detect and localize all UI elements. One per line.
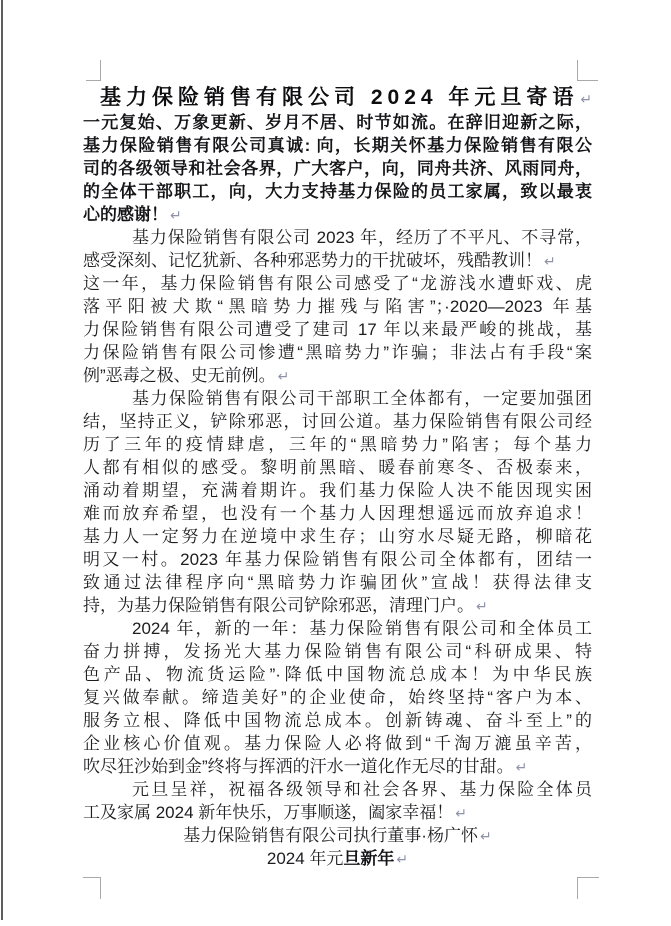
- text-boundary-mark-top-left: [86, 60, 101, 81]
- text-line: 难而放弃希望，也没有一个基力人因理想遥远而放弃追求！: [83, 504, 592, 523]
- text-line: 吹尽狂沙始到金”终将与挥洒的汗水一道化作无尽的甘甜。 ↵: [83, 757, 528, 776]
- text-line: 心的感谢！ ↵: [83, 205, 182, 224]
- signature-line: [83, 824, 592, 847]
- document-text-area[interactable]: [83, 84, 592, 870]
- text-line: 基力保险销售有限公司 2023 年，经历了不平凡、不寻常，: [132, 228, 592, 247]
- text-line: 结，坚持正义，铲除邪恶，讨回公道。基力保险销售有限公司经: [83, 412, 592, 431]
- paragraph-mark-icon: ↵: [544, 253, 556, 269]
- paragraph-staff-unity: [83, 387, 592, 617]
- text-line: 2024 年，新的一年：基力保险销售有限公司和全体员工: [132, 619, 592, 638]
- text-line: 的全体干部职工，向，大力支持基力保险的员工家属，致以最衷: [83, 182, 592, 201]
- text-line: 基力保险销售有限公司执行董事·杨广怀 ↵: [183, 826, 492, 845]
- text-line: 历了三年的疫情肆虐，三年的“黑暗势力”陷害；每个基力: [83, 435, 592, 454]
- text-line: 这一年，基力保险销售有限公司感受了“龙游浅水遭虾戏、虎: [83, 274, 592, 293]
- text-boundary-mark-top-right: [577, 60, 598, 81]
- paragraph-greeting: [83, 111, 592, 226]
- text-line: 人都有相似的感受。黎明前黑暗、暖春前寒冬、否极泰来，: [83, 458, 592, 477]
- date-line: [83, 847, 592, 870]
- text-boundary-mark-bottom-right: [577, 877, 599, 899]
- paragraph-this-year: [83, 272, 592, 387]
- text-boundary-mark-bottom-left: [83, 877, 101, 899]
- paragraph-mark-icon: ↵: [170, 207, 182, 223]
- text-line: 感受深刻、记忆犹新、各种邪恶势力的干扰破坏，残酷教训！ ↵: [83, 251, 556, 270]
- text-line: 基力保险销售有限公司真诚: 向，长期关怀基力保险销售有限公: [83, 136, 592, 155]
- text-line: 服务立根、降低中国物流总成本。创新铸魂、奋斗至上”的: [83, 711, 592, 730]
- paragraph-mark-icon: ↵: [580, 91, 593, 107]
- text-line: 司的各级领导和社会各界，广大客户，向，同舟共济、风雨同舟，: [83, 159, 592, 178]
- paragraph-mark-icon: ↵: [515, 759, 528, 775]
- text-line: 元旦呈祥，祝福各级领导和社会各界、基力保险全体员: [132, 780, 592, 799]
- text-line: [83, 847, 592, 870]
- paragraph-mark-icon: ↵: [455, 805, 467, 821]
- paragraph-mark-icon: ↵: [479, 828, 492, 844]
- text-line: 涌动着期望，充满着期许。我们基力保险人决不能因现实困: [83, 481, 592, 500]
- text-line: 色产品、物流货运险”·降低中国物流总成本！为中华民族: [83, 665, 592, 684]
- text-line: 明又一村。2023 年基力保险销售有限公司全体都有，团结一: [83, 550, 592, 569]
- text-run: 旦新年: [343, 849, 395, 868]
- text-line: 力保险销售有限公司惨遭“黑暗势力”诈骗；非法占有手段“案: [83, 343, 592, 362]
- text-line: 工及家属 2024 新年快乐，万事顺遂，阖家幸福！ ↵: [83, 803, 467, 822]
- paragraph-2023-review: [83, 226, 592, 272]
- paragraph-2024-outlook: [83, 617, 592, 778]
- text-line: 基力保险销售有限公司干部职工全体都有，一定要加强团: [132, 389, 592, 408]
- text-line: 基力人一定努力在逆境中求生存；山穷水尽疑无路，柳暗花: [83, 527, 592, 546]
- text-line: 复兴做奉献。缔造美好”的企业使命，始终坚持“客户为本、: [83, 688, 592, 707]
- text-line: 一元复始、万象更新、岁月不居、时节如流。在辞旧迎新之际，: [83, 113, 592, 132]
- page-left-edge: [1, 0, 3, 920]
- text-line: 基力保险销售有限公司 2024 年元旦寄语 ↵: [100, 86, 593, 109]
- text-line: 力保险销售有限公司遭受了建司 17 年以来最严峻的挑战，基: [83, 320, 592, 339]
- paragraph-mark-icon: ↵: [476, 598, 488, 614]
- paragraph-mark-icon: ↵: [396, 851, 409, 867]
- text-run: 2024 年元: [266, 849, 344, 868]
- text-line: 例”恶毒之极、史无前例。 ↵: [83, 366, 290, 385]
- text-line: 奋力拼搏，发扬光大基力保险销售有限公司“科研成果、特: [83, 642, 592, 661]
- text-line: 持，为基力保险销售有限公司铲除邪恶，清理门户。 ↵: [83, 596, 488, 615]
- text-line: 落平阳被犬欺“黑暗势力摧残与陷害”；·2020—2023 年基: [83, 297, 592, 316]
- text-line: 企业核心价值观。基力保险人必将做到“千淘万漉虽辛苦，: [83, 734, 592, 753]
- paragraph-mark-icon: ↵: [277, 368, 290, 384]
- text-line: 致通过法律程序向“黑暗势力诈骗团伙”宣战！获得法律支: [83, 573, 592, 592]
- paragraph-blessing: [83, 778, 592, 824]
- document-title: [83, 84, 592, 111]
